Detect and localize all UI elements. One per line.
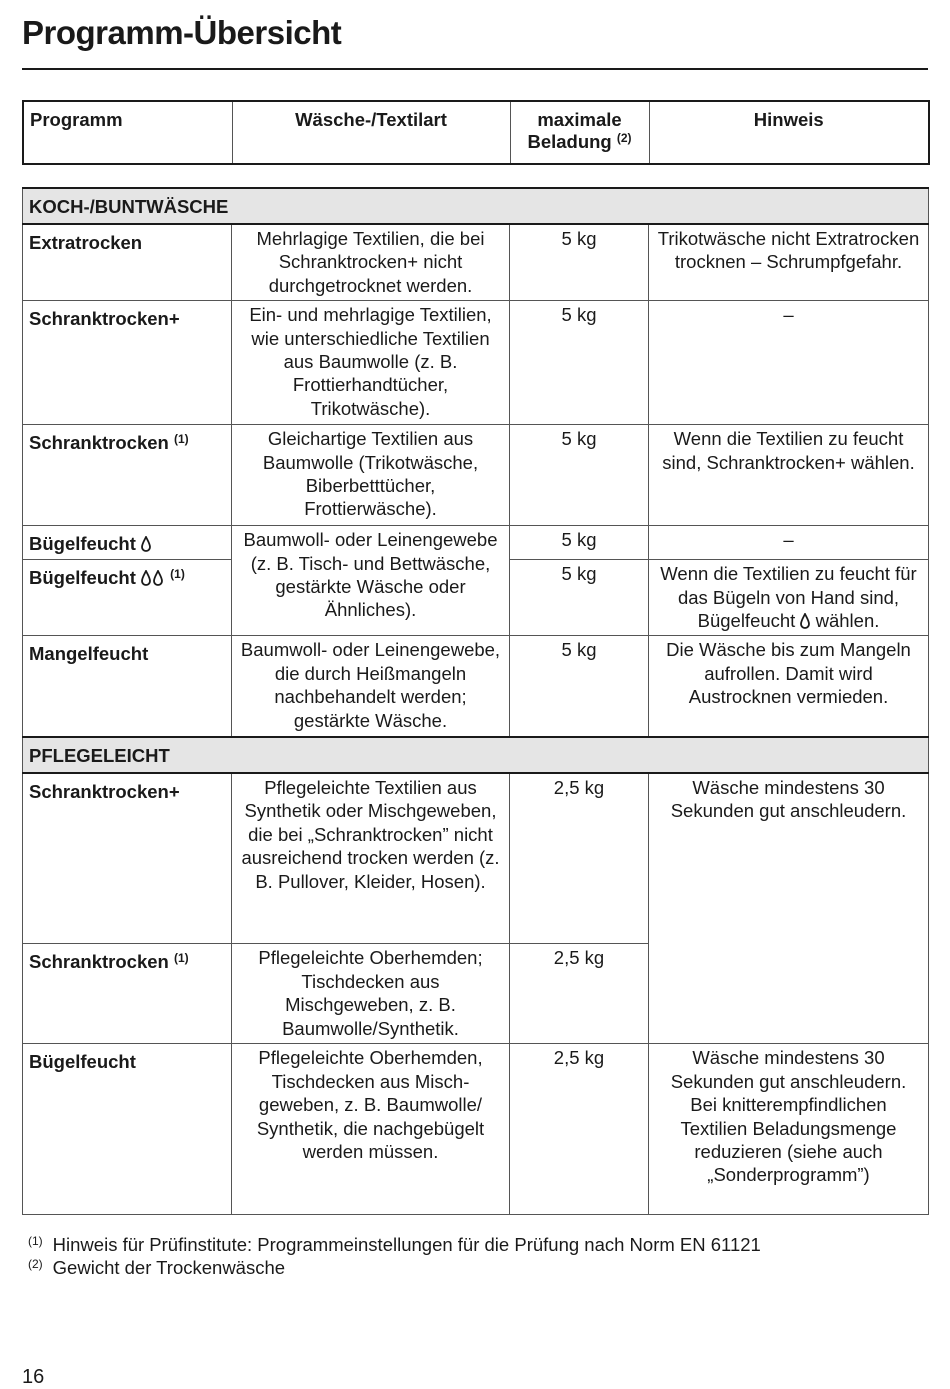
program-table [22, 187, 929, 1215]
max-load: 5 kg [510, 560, 649, 636]
footnote: $^{(1)}$ Hinweis für Prüfinstitute: Programmeinstellungen für die Prüfung nach Norm EN 61121 [28, 1234, 761, 1255]
program-name: Bügelfeucht [23, 1044, 232, 1215]
note: – [649, 526, 929, 560]
single-drop-icon [800, 613, 810, 629]
table-row [23, 636, 929, 737]
note: Wäsche mindestens 30 Sekunden gut anschleudern. Bei knitterempfindlichen Textilien Beladungsmenge reduzieren (siehe auch „Sonderprogramm”) [649, 1044, 929, 1215]
max-load: 2,5 kg [510, 773, 649, 944]
program-name: Schranktrocken $^{(1)}$ [23, 944, 232, 1044]
max-load: 2,5 kg [510, 944, 649, 1044]
table-row [23, 224, 929, 301]
textile-type: Pflegeleichte Textilien aus Synthetik oder Mischgeweben, die bei „Schranktrocken” nicht ausreichend trocken werden (z. B. Pullover, Kleider, Hosen). [232, 773, 510, 944]
program-name: Bügelfeucht [23, 526, 232, 560]
max-load: 5 kg [510, 636, 649, 737]
table-row [23, 526, 929, 560]
section-row-koch [23, 188, 929, 224]
max-load: 5 kg [510, 301, 649, 425]
footnote: $^{(2)}$ Gewicht der Trockenwäsche [28, 1257, 286, 1279]
note: Wenn die Textilien zu feucht für das Bügeln von Hand sind, Bügelfeucht wählen. [649, 560, 929, 636]
table-row [23, 301, 929, 425]
page-title: Programm-Übersicht [22, 14, 342, 51]
program-name: Schranktrocken $^{(1)}$ [23, 425, 232, 526]
double-drop-icon [141, 570, 165, 586]
header-programm: Programm [30, 109, 123, 130]
max-load: 5 kg [510, 425, 649, 526]
footnotes [28, 1233, 761, 1280]
program-name: Schranktrocken+ [23, 773, 232, 944]
textile-type: Ein- und mehrlagige Textilien, wie unterschiedliche Textilien aus Baumwolle (z. B. Frottierhandtücher, Trikotwäsche). [232, 301, 510, 425]
textile-type: Gleichartige Textilien aus Baumwolle (Trikotwäsche, Biberbetttücher, Frottierwäsche). [232, 425, 510, 526]
header-textilart: Wäsche-/Textilart [232, 101, 510, 164]
note: Wenn die Textilien zu feucht sind, Schranktrocken+ wählen. [649, 425, 929, 526]
max-load: 5 kg [510, 526, 649, 560]
header-beladung: maximale Beladung $^{(2)}$ [510, 101, 649, 164]
table-row [23, 773, 929, 944]
max-load: 5 kg [510, 224, 649, 301]
table-header [22, 100, 930, 165]
page-number: 16 [22, 1366, 45, 1388]
program-name: Schranktrocken+ [23, 301, 232, 425]
section-row-pflege [23, 737, 929, 773]
section-title-koch: KOCH-/BUNTWÄSCHE [23, 188, 929, 224]
note: Trikotwäsche nicht Extratrocken trocknen – Schrumpfgefahr. [649, 224, 929, 301]
single-drop-icon [141, 536, 151, 552]
max-load: 2,5 kg [510, 1044, 649, 1215]
program-name: Bügelfeucht $^{(1)}$ [23, 560, 232, 636]
textile-type: Pflegeleichte Oberhemden, Tischdecken aus Misch-geweben, z. B. Baumwolle/ Synthetik, die nachgebügelt werden müssen. [232, 1044, 510, 1215]
textile-type: Mehrlagige Textilien, die bei Schranktrocken+ nicht durchgetrocknet werden. [232, 224, 510, 301]
header-hinweis: Hinweis [649, 101, 929, 164]
table-row [23, 1044, 929, 1215]
note: Die Wäsche bis zum Mangeln aufrollen. Damit wird Austrocknen vermieden. [649, 636, 929, 737]
textile-type: Pflegeleichte Oberhemden; Tischdecken aus Mischgeweben, z. B. Baumwolle/Synthetik. [232, 944, 510, 1044]
program-name: Mangelfeucht [23, 636, 232, 737]
note: – [649, 301, 929, 425]
section-title-pflege: PFLEGELEICHT [23, 737, 929, 773]
textile-type: Baumwoll- oder Leinengewebe (z. B. Tisch- und Bettwäsche, gestärkte Wäsche oder Ähnliches). [232, 526, 510, 636]
table-row [23, 425, 929, 526]
textile-type: Baumwoll- oder Leinengewebe, die durch Heißmangeln nachbehandelt werden; gestärkte Wäsche. [232, 636, 510, 737]
note: Wäsche mindestens 30 Sekunden gut anschleudern. [649, 773, 929, 1044]
program-name: Extratrocken [23, 224, 232, 301]
title-divider [22, 68, 928, 70]
